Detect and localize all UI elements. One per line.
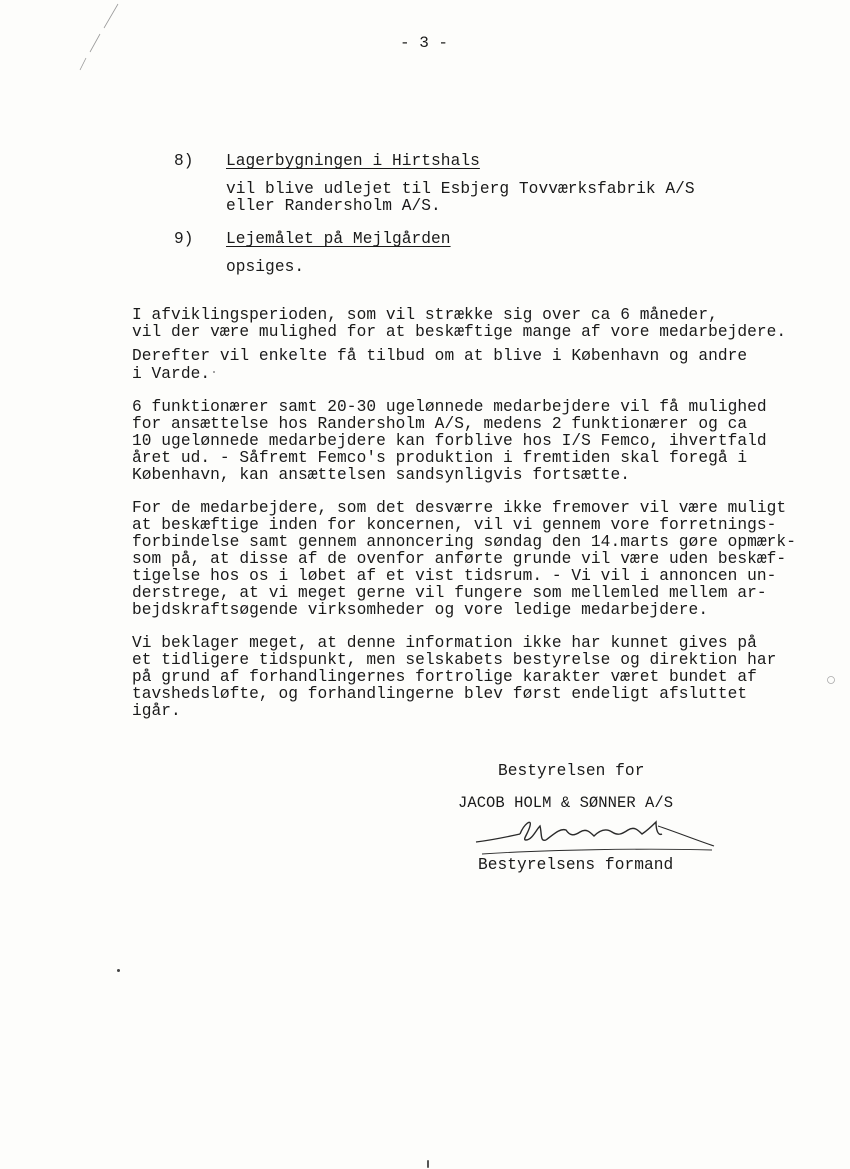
paragraph-line: 6 funktionærer samt 20-30 ugelønnede medarbejdere vil få mulighed [132,398,767,416]
page-number: - 3 - [400,34,449,52]
closing-line: Bestyrelsen for [498,762,645,780]
paragraph-line: vil der være mulighed for at beskæftige mange af vore medarbejdere. [132,323,787,341]
paragraph-line: derstrege, at vi meget gerne vil fungere som mellemled mellem ar- [132,584,767,602]
margin-mark [826,673,836,687]
paragraph-line: for ansættelse hos Randersholm A/S, medens 2 funktionærer og ca [132,415,748,433]
signatory-title: Bestyrelsens formand [478,856,674,874]
paragraph-line: på grund af forhandlingernes fortrolige karakter været bundet af [132,668,757,686]
item-heading: Lagerbygningen i Hirtshals [226,152,480,170]
item-body-line: opsiges. [226,258,305,276]
paragraph-line: Vi beklager meget, at denne information ikke har kunnet gives på [132,634,757,652]
item-heading: Lejemålet på Mejlgården [226,230,451,248]
paragraph-line: tavshedsløfte, og forhandlingerne blev først endeligt afsluttet [132,685,748,703]
paragraph-line: at beskæftige inden for koncernen, vil vi gennem vore forretnings- [132,516,777,534]
ink-speck [117,969,120,972]
paragraph-line: 10 ugelønnede medarbejdere kan forblive hos I/S Femco, ihvertfald [132,432,767,450]
paragraph-line: i Varde. [132,365,211,383]
paragraph-line: bejdskraftsøgende virksomheder og vore ledige medarbejdere. [132,601,709,619]
pencil-mark [60,0,140,90]
item-number: 9) [174,230,194,248]
ink-speck [427,1160,429,1168]
paragraph-line: tigelse hos os i løbet af et vist tidsrum. - Vi vil i annoncen un- [132,567,777,585]
item-body-line: vil blive udlejet til Esbjerg Tovværksfabrik A/S [226,180,695,198]
paragraph-line: igår. [132,702,181,720]
item-number: 8) [174,152,194,170]
paragraph-line: For de medarbejdere, som det desværre ikke fremover vil være muligt [132,499,787,517]
paragraph-line: Derefter vil enkelte få tilbud om at blive i København og andre [132,347,748,365]
paragraph-line: et tidligere tidspunkt, men selskabets bestyrelse og direktion har [132,651,777,669]
paragraph-line: København, kan ansættelsen sandsynligvis fortsætte. [132,466,630,484]
paragraph-line: året ud. - Såfremt Femco's produktion i fremtiden skal foregå i [132,449,748,467]
item-body-line: eller Randersholm A/S. [226,197,441,215]
paragraph-line: I afviklingsperioden, som vil strække sig over ca 6 måneder, [132,306,718,324]
paragraph-line: som på, at disse af de ovenfor anførte grunde vil være uden beskæf- [132,550,787,568]
ink-speck [213,371,215,373]
company-name: JACOB HOLM & SØNNER A/S [458,794,674,812]
paragraph-line: forbindelse samt gennem annoncering søndag den 14.marts gøre opmærk- [132,533,796,551]
